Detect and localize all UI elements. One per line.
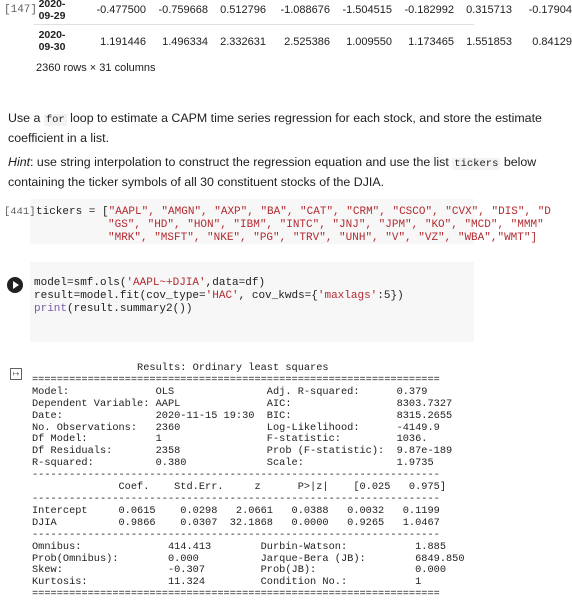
table-cell: 0.512796	[220, 4, 266, 16]
table-cell: 0.84129	[532, 36, 572, 48]
markdown-hint: Hint: use string interpolation to construct the regression equation and use the list tickers below	[8, 155, 537, 170]
output-toggle-icon[interactable]: ↦	[10, 368, 22, 380]
table-cell: 1.173465	[408, 36, 454, 48]
row-index: 2020- 09-29	[38, 0, 66, 22]
inline-code: tickers	[454, 158, 499, 170]
table-cell: -0.182992	[404, 4, 454, 16]
table-cell: 1.551853	[466, 36, 512, 48]
code-line: tickers = ["AAPL", "AMGN", "AXP", "BA", "CAT", "CRM", "CSCO", "CVX", "DIS", "D	[36, 206, 551, 218]
code-line: print(result.summary2())	[34, 303, 193, 315]
table-cell: 1.191446	[100, 36, 146, 48]
table-cell: -1.504515	[342, 4, 392, 16]
execution-count-441: [441]	[4, 206, 36, 218]
table-cell: 1.496334	[162, 36, 208, 48]
run-cell-button[interactable]	[7, 277, 23, 293]
code-line: "GS", "HD", "HON", "IBM", "INTC", "JNJ", "JPM", "KO", "MCD", "MMM"	[108, 219, 544, 231]
table-cell: 2.525386	[284, 36, 330, 48]
regression-summary-output: Results: Ordinary least squares ================================================================== Model: OLS Adj. R-squared: 0.379 Dependent Variable: AAPL AIC: 8303.7327 Date: 2020-11-15 19:30 BIC: 8315.2655 No. Observations: 2360 Log-Likelihood: -4149.9 Df Model: 1 F-statistic: 1036. Df Residuals: 2358 Prob (F-statistic): 9.87e-189 R-squared: 0.380 Scale: 1.9735 ------------------------------------------------------------------ Coef. Std.Err. z P>|z| [0.025 0.975] ------------------------------------------------------------------ Intercept 0.0615 0.0298 2.0661 0.0388 0.0032 0.1199 DJIA 0.9866 0.0307 32.1868 0.0000 0.9265 1.0467 ------------------------------------------------------------------ Omnibus: 414.413 Durbin-Watson: 1.885 Prob(Omnibus): 0.000 Jarque-Bera (JB): 6849.850 Skew: -0.307 Prob(JB): 0.000 Kurtosis: 11.324 Condition No.: 1 ==================================================================	[32, 362, 465, 601]
table-cell: -0.759668	[158, 4, 208, 16]
table-cell: 2.332631	[220, 36, 266, 48]
markdown-line: containing the ticker symbols of all 30 constituent stocks of the DJIA.	[8, 175, 385, 189]
code-line: model=smf.ols('AAPL~+DJIA',data=df)	[34, 277, 266, 289]
table-cell: 0.315713	[466, 4, 512, 16]
markdown-line: coefficient in a list.	[8, 131, 110, 145]
table-cell: -0.17904	[528, 4, 572, 16]
execution-count-147: [147]	[4, 4, 38, 16]
row-divider	[34, 24, 474, 25]
table-cell: -0.477500	[96, 4, 146, 16]
code-line: result=model.fit(cov_type='HAC', cov_kwds={'maxlags':5})	[34, 290, 404, 302]
table-cell: -1.088676	[280, 4, 330, 16]
table-cell: 1.009550	[346, 36, 392, 48]
inline-code: for	[45, 114, 65, 126]
markdown-line: Use a for loop to estimate a CAPM time series regression for each stock, and store the estimate	[8, 111, 542, 126]
code-line: "MRK", "MSFT", "NKE", "PG", "TRV", "UNH", "V", "VZ", "WBA","WMT"]	[108, 232, 538, 244]
dataframe-shape: 2360 rows × 31 columns	[36, 62, 156, 74]
row-index: 2020- 09-30	[38, 29, 66, 53]
